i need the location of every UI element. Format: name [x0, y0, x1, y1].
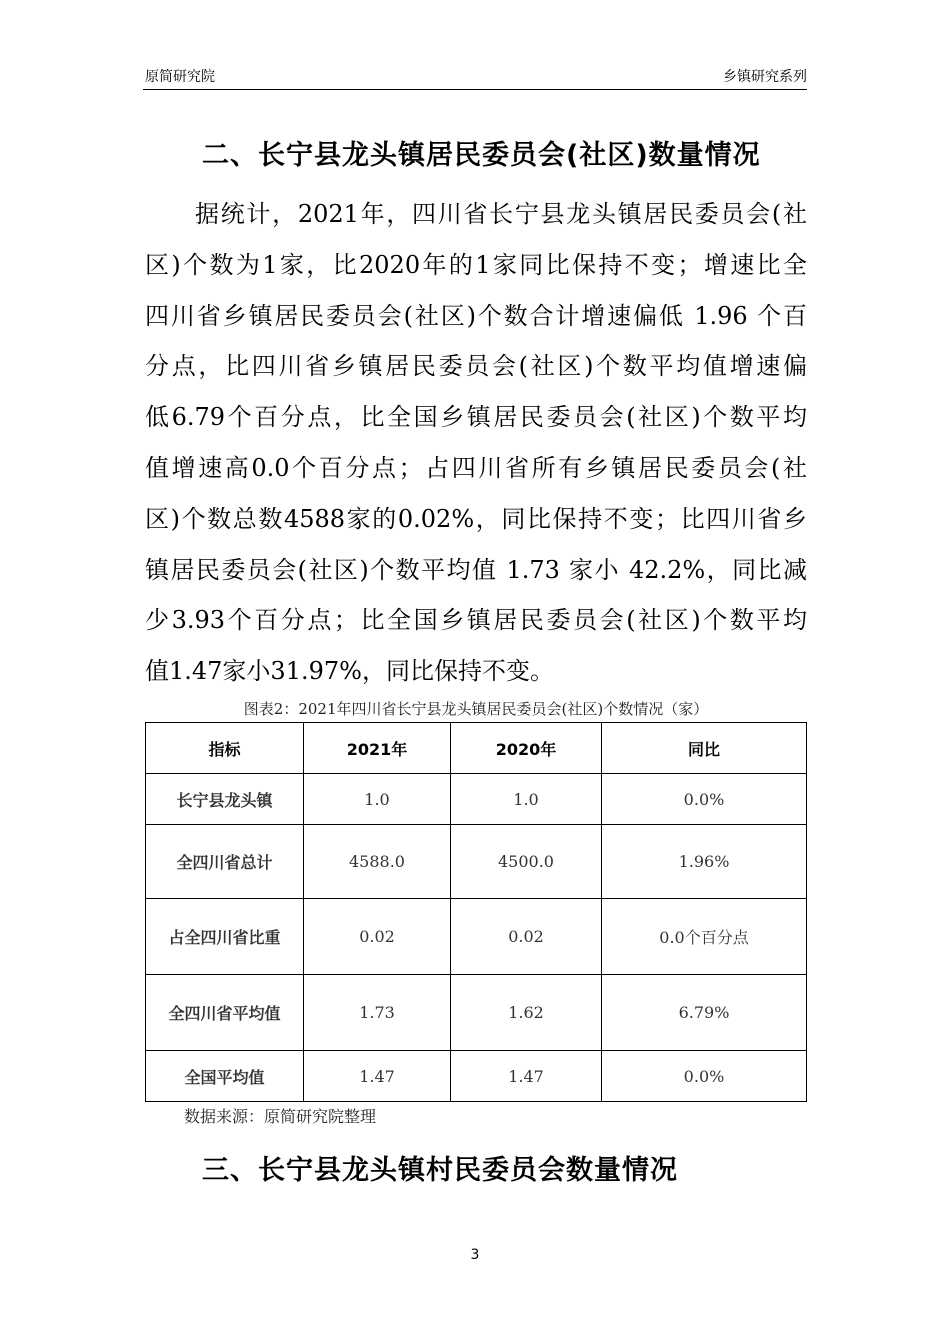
table-row	[146, 825, 807, 899]
cell: 1.96%	[602, 825, 807, 899]
header-cell: 同比	[602, 723, 807, 774]
header-right: 乡镇研究系列	[723, 69, 807, 85]
paragraph-line: 区)个数为1家，比2020年的1家同比保持不变；增速比全	[145, 250, 807, 279]
header-cell: 2020年	[451, 723, 602, 774]
row-label: 占全四川省比重	[146, 899, 304, 975]
row-label: 全四川省总计	[146, 825, 304, 899]
table-row	[146, 774, 807, 825]
cell: 0.0%	[602, 774, 807, 825]
paragraph-line: 值1.47家小31.97%，同比保持不变。	[145, 657, 554, 686]
data-source: 数据来源：原简研究院整理	[184, 1107, 377, 1126]
cell: 0.02	[451, 899, 602, 975]
page-number: 3	[470, 1247, 480, 1263]
paragraph-line: 区)个数总数4588家的0.02%，同比保持不变；比四川省乡	[145, 504, 807, 533]
table-row	[146, 899, 807, 975]
row-label: 长宁县龙头镇	[146, 774, 304, 825]
header-cell: 2021年	[304, 723, 451, 774]
header-cell: 指标	[146, 723, 304, 774]
cell: 1.47	[304, 1051, 451, 1102]
data-table	[145, 722, 807, 1102]
header-left: 原简研究院	[145, 69, 215, 85]
cell: 1.0	[304, 774, 451, 825]
table-row	[146, 1051, 807, 1102]
cell: 1.47	[451, 1051, 602, 1102]
paragraph-line: 镇居民委员会(社区)个数平均值 1.73 家小 42.2%，同比减	[145, 555, 807, 584]
cell: 1.73	[304, 975, 451, 1051]
cell: 6.79%	[602, 975, 807, 1051]
table-caption: 图表2：2021年四川省长宁县龙头镇居民委员会(社区)个数情况（家）	[243, 700, 709, 718]
cell: 1.0	[451, 774, 602, 825]
paragraph-line: 分点，比四川省乡镇居民委员会(社区)个数平均值增速偏	[145, 352, 807, 381]
row-label: 全国平均值	[146, 1051, 304, 1102]
paragraph-line: 少3.93个百分点；比全国乡镇居民委员会(社区)个数平均	[145, 606, 807, 635]
section-3-title: 三、长宁县龙头镇村民委员会数量情况	[202, 1155, 678, 1186]
cell: 4588.0	[304, 825, 451, 899]
paragraph-line: 值增速高0.0个百分点；占四川省所有乡镇居民委员会(社	[145, 453, 807, 482]
cell: 0.0%	[602, 1051, 807, 1102]
paragraph-line: 据统计，2021年，四川省长宁县龙头镇居民委员会(社	[195, 200, 807, 228]
cell: 1.62	[451, 975, 602, 1051]
cell: 0.0个百分点	[602, 899, 807, 975]
paragraph-line: 四川省乡镇居民委员会(社区)个数合计增速偏低 1.96 个百	[145, 301, 807, 330]
body-paragraph	[145, 194, 807, 702]
table-row	[146, 975, 807, 1051]
table-header-row	[146, 723, 807, 774]
header-divider	[143, 89, 807, 90]
cell: 0.02	[304, 899, 451, 975]
paragraph-line: 低6.79个百分点，比全国乡镇居民委员会(社区)个数平均	[145, 403, 807, 432]
cell: 4500.0	[451, 825, 602, 899]
section-2-title: 二、长宁县龙头镇居民委员会(社区)数量情况	[202, 140, 761, 171]
row-label: 全四川省平均值	[146, 975, 304, 1051]
